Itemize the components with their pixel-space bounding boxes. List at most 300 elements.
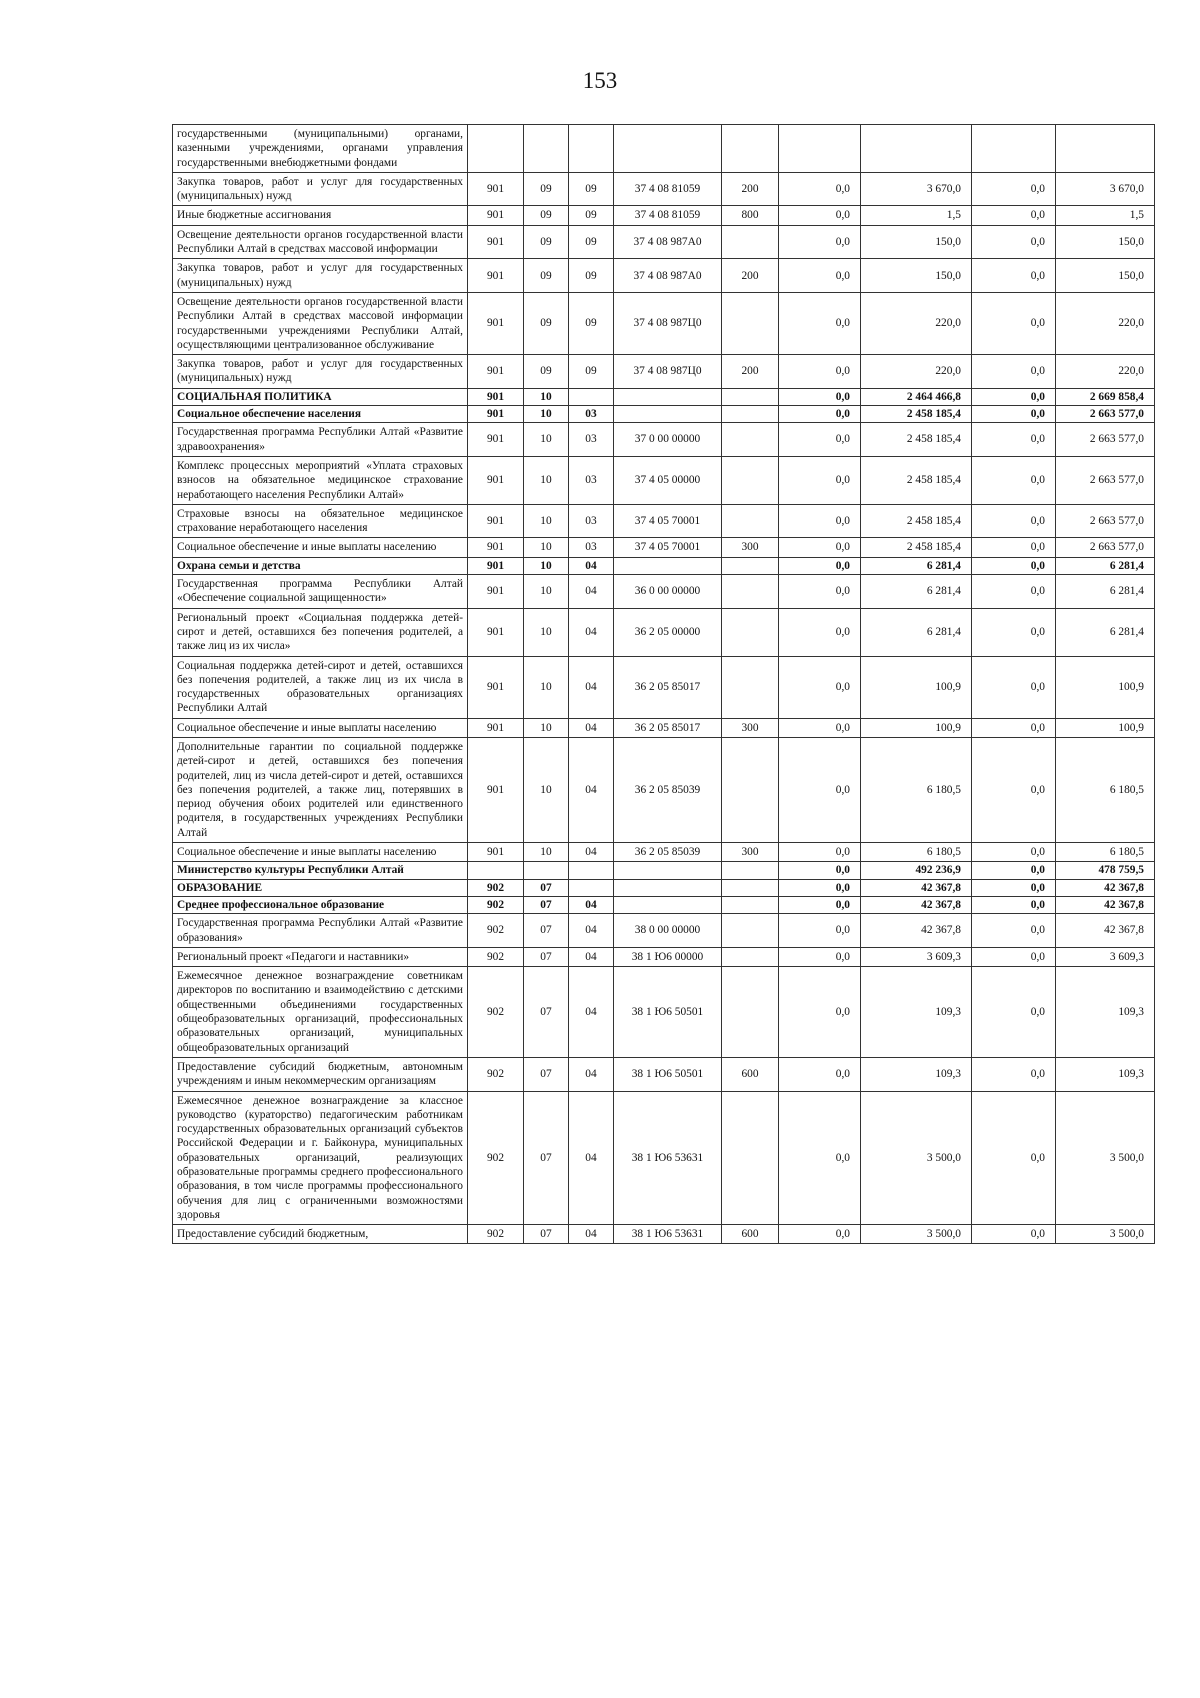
section-code-cell: 10 (524, 718, 569, 737)
grbs-code-cell: 901 (468, 388, 524, 405)
table-row (173, 914, 1155, 948)
amount-cell-2: 6 180,5 (861, 737, 972, 842)
amount-cell-4: 42 367,8 (1056, 896, 1155, 913)
subsection-code-cell: 09 (569, 292, 614, 354)
amount-cell-4: 42 367,8 (1056, 914, 1155, 948)
expense-type-code-cell (722, 947, 779, 966)
target-item-code-cell: 37 4 05 70001 (614, 538, 722, 557)
amount-cell-3: 0,0 (972, 172, 1056, 206)
target-item-code-cell: 37 4 08 81059 (614, 206, 722, 225)
amount-cell-1: 0,0 (779, 608, 861, 656)
section-code-cell: 09 (524, 355, 569, 389)
expense-type-code-cell (722, 737, 779, 842)
grbs-code-cell: 901 (468, 843, 524, 862)
target-item-code-cell (614, 557, 722, 574)
section-code-cell: 09 (524, 172, 569, 206)
target-item-code-cell: 37 4 08 987Ц0 (614, 292, 722, 354)
amount-cell-4: 2 663 577,0 (1056, 406, 1155, 423)
subsection-code-cell: 04 (569, 914, 614, 948)
table-row (173, 355, 1155, 389)
amount-cell-2: 42 367,8 (861, 914, 972, 948)
amount-cell-1: 0,0 (779, 1091, 861, 1225)
row-name-cell: Освещение деятельности органов государственной власти Республики Алтай в средствах массовой информации (173, 225, 468, 259)
expense-type-code-cell (722, 557, 779, 574)
expense-type-code-cell (722, 504, 779, 538)
expense-type-code-cell: 300 (722, 843, 779, 862)
table-row (173, 504, 1155, 538)
amount-cell-2: 100,9 (861, 656, 972, 718)
amount-cell-3: 0,0 (972, 879, 1056, 896)
section-code-cell: 07 (524, 1091, 569, 1225)
amount-cell-4: 6 281,4 (1056, 557, 1155, 574)
amount-cell-2: 2 458 185,4 (861, 406, 972, 423)
section-code-cell: 10 (524, 456, 569, 504)
amount-cell-2: 2 458 185,4 (861, 504, 972, 538)
amount-cell-4: 3 500,0 (1056, 1225, 1155, 1244)
expense-type-code-cell (722, 967, 779, 1058)
section-code-cell: 10 (524, 656, 569, 718)
row-name-cell: Среднее профессиональное образование (173, 896, 468, 913)
expense-type-code-cell: 600 (722, 1225, 779, 1244)
amount-cell-4: 1,5 (1056, 206, 1155, 225)
amount-cell-3 (972, 125, 1056, 173)
table-row (173, 225, 1155, 259)
amount-cell-4: 2 663 577,0 (1056, 504, 1155, 538)
row-name-cell: Социальное обеспечение и иные выплаты населению (173, 843, 468, 862)
subsection-code-cell: 04 (569, 1225, 614, 1244)
section-code-cell: 09 (524, 292, 569, 354)
amount-cell-3: 0,0 (972, 1225, 1056, 1244)
section-code-cell: 10 (524, 843, 569, 862)
row-name-cell: Социальное обеспечение и иные выплаты населению (173, 538, 468, 557)
amount-cell-1: 0,0 (779, 947, 861, 966)
row-name-cell: Дополнительные гарантии по социальной поддержке детей-сирот и детей, оставшихся без попечения родителей, лиц из числа детей-сирот и детей, оставшихся без попечения родителей, а также лиц, потерявших в период обучения обоих родителей или единственного родителя, в государственных учреждениях Республики Алтай (173, 737, 468, 842)
subsection-code-cell: 04 (569, 608, 614, 656)
subsection-code-cell: 09 (569, 172, 614, 206)
subsection-code-cell: 04 (569, 1057, 614, 1091)
amount-cell-2: 3 609,3 (861, 947, 972, 966)
grbs-code-cell: 901 (468, 656, 524, 718)
expense-type-code-cell (722, 456, 779, 504)
subsection-code-cell (569, 125, 614, 173)
amount-cell-4: 478 759,5 (1056, 862, 1155, 879)
subsection-code-cell: 04 (569, 896, 614, 913)
section-code-cell: 09 (524, 206, 569, 225)
amount-cell-3: 0,0 (972, 504, 1056, 538)
grbs-code-cell: 901 (468, 557, 524, 574)
subsection-code-cell: 04 (569, 575, 614, 609)
amount-cell-3: 0,0 (972, 292, 1056, 354)
amount-cell-2: 6 281,4 (861, 557, 972, 574)
table-row (173, 843, 1155, 862)
grbs-code-cell: 901 (468, 608, 524, 656)
expense-type-code-cell: 200 (722, 355, 779, 389)
amount-cell-1: 0,0 (779, 1057, 861, 1091)
amount-cell-3: 0,0 (972, 1091, 1056, 1225)
target-item-code-cell: 37 4 05 00000 (614, 456, 722, 504)
expense-type-code-cell: 800 (722, 206, 779, 225)
target-item-code-cell: 36 2 05 85039 (614, 737, 722, 842)
amount-cell-3: 0,0 (972, 206, 1056, 225)
subsection-code-cell: 04 (569, 947, 614, 966)
row-name-cell: Региональный проект «Педагоги и наставники» (173, 947, 468, 966)
target-item-code-cell (614, 879, 722, 896)
target-item-code-cell: 38 0 00 00000 (614, 914, 722, 948)
amount-cell-2: 150,0 (861, 225, 972, 259)
target-item-code-cell: 37 4 08 987А0 (614, 225, 722, 259)
amount-cell-2: 6 281,4 (861, 608, 972, 656)
row-name-cell: Социальное обеспечение и иные выплаты населению (173, 718, 468, 737)
subsection-code-cell: 04 (569, 737, 614, 842)
row-name-cell: Комплекс процессных мероприятий «Уплата страховых взносов на обязательное медицинское страхование неработающего населения Республики Алтай» (173, 456, 468, 504)
amount-cell-1: 0,0 (779, 737, 861, 842)
subsection-code-cell (569, 879, 614, 896)
amount-cell-4: 109,3 (1056, 1057, 1155, 1091)
row-name-cell: Предоставление субсидий бюджетным, (173, 1225, 468, 1244)
table-row (173, 406, 1155, 423)
table-row (173, 1225, 1155, 1244)
expense-type-code-cell (722, 862, 779, 879)
subsection-code-cell: 09 (569, 259, 614, 293)
section-code-cell: 10 (524, 608, 569, 656)
grbs-code-cell: 901 (468, 172, 524, 206)
amount-cell-2: 42 367,8 (861, 879, 972, 896)
expense-type-code-cell (722, 656, 779, 718)
row-name-cell: Региональный проект «Социальная поддержка детей-сирот и детей, оставшихся без попечения родителей, а также лиц из их числа» (173, 608, 468, 656)
table-row (173, 125, 1155, 173)
amount-cell-2: 220,0 (861, 292, 972, 354)
target-item-code-cell: 36 2 05 00000 (614, 608, 722, 656)
target-item-code-cell (614, 406, 722, 423)
amount-cell-1: 0,0 (779, 718, 861, 737)
row-name-cell: Государственная программа Республики Алтай «Обеспечение социальной защищенности» (173, 575, 468, 609)
subsection-code-cell (569, 862, 614, 879)
target-item-code-cell: 37 4 05 70001 (614, 504, 722, 538)
amount-cell-4: 3 609,3 (1056, 947, 1155, 966)
target-item-code-cell (614, 896, 722, 913)
target-item-code-cell (614, 862, 722, 879)
section-code-cell: 09 (524, 225, 569, 259)
amount-cell-2: 6 281,4 (861, 575, 972, 609)
section-code-cell: 10 (524, 575, 569, 609)
amount-cell-3: 0,0 (972, 557, 1056, 574)
amount-cell-4: 6 180,5 (1056, 737, 1155, 842)
amount-cell-1: 0,0 (779, 259, 861, 293)
target-item-code-cell: 37 4 08 987Ц0 (614, 355, 722, 389)
amount-cell-4: 220,0 (1056, 292, 1155, 354)
subsection-code-cell: 03 (569, 456, 614, 504)
amount-cell-1: 0,0 (779, 896, 861, 913)
row-name-cell: Социальное обеспечение населения (173, 406, 468, 423)
grbs-code-cell: 901 (468, 292, 524, 354)
grbs-code-cell: 901 (468, 737, 524, 842)
section-code-cell: 07 (524, 879, 569, 896)
amount-cell-1: 0,0 (779, 423, 861, 457)
amount-cell-1: 0,0 (779, 656, 861, 718)
table-row (173, 1057, 1155, 1091)
section-code-cell: 07 (524, 1057, 569, 1091)
target-item-code-cell: 36 2 05 85017 (614, 718, 722, 737)
expense-type-code-cell (722, 896, 779, 913)
table-row (173, 575, 1155, 609)
row-name-cell: Социальная поддержка детей-сирот и детей, оставшихся без попечения родителей, а также лиц из их числа в государственных образовательных организациях Республики Алтай (173, 656, 468, 718)
amount-cell-4: 150,0 (1056, 259, 1155, 293)
row-name-cell: Государственная программа Республики Алтай «Развитие здравоохранения» (173, 423, 468, 457)
section-code-cell: 10 (524, 538, 569, 557)
amount-cell-4: 2 663 577,0 (1056, 423, 1155, 457)
amount-cell-1: 0,0 (779, 406, 861, 423)
amount-cell-3: 0,0 (972, 423, 1056, 457)
amount-cell-4: 42 367,8 (1056, 879, 1155, 896)
grbs-code-cell: 901 (468, 206, 524, 225)
target-item-code-cell: 36 0 00 00000 (614, 575, 722, 609)
grbs-code-cell: 901 (468, 538, 524, 557)
subsection-code-cell: 04 (569, 967, 614, 1058)
amount-cell-4: 100,9 (1056, 656, 1155, 718)
amount-cell-2: 42 367,8 (861, 896, 972, 913)
amount-cell-3: 0,0 (972, 1057, 1056, 1091)
subsection-code-cell (569, 388, 614, 405)
expense-type-code-cell (722, 225, 779, 259)
expense-type-code-cell: 200 (722, 172, 779, 206)
amount-cell-3: 0,0 (972, 538, 1056, 557)
amount-cell-3: 0,0 (972, 947, 1056, 966)
amount-cell-1: 0,0 (779, 292, 861, 354)
amount-cell-1: 0,0 (779, 504, 861, 538)
section-code-cell: 09 (524, 259, 569, 293)
table-row (173, 896, 1155, 913)
amount-cell-2: 150,0 (861, 259, 972, 293)
row-name-cell: Ежемесячное денежное вознаграждение за классное руководство (кураторство) педагогическим работникам государственных образовательных организаций субъектов Российской Федерации и г. Байконура, муниципальных образовательных организаций, реализующих образовательные программы среднего профессионального образования, в том числе программы профессионального обучения для лиц с ограниченными возможностями здоровья (173, 1091, 468, 1225)
amount-cell-2: 220,0 (861, 355, 972, 389)
amount-cell-4: 3 500,0 (1056, 1091, 1155, 1225)
amount-cell-1: 0,0 (779, 172, 861, 206)
budget-table (172, 124, 1155, 1244)
grbs-code-cell (468, 862, 524, 879)
target-item-code-cell: 38 1 Ю6 53631 (614, 1225, 722, 1244)
amount-cell-2: 3 500,0 (861, 1091, 972, 1225)
subsection-code-cell: 04 (569, 656, 614, 718)
amount-cell-3: 0,0 (972, 843, 1056, 862)
target-item-code-cell (614, 125, 722, 173)
amount-cell-1: 0,0 (779, 967, 861, 1058)
amount-cell-2: 109,3 (861, 967, 972, 1058)
expense-type-code-cell (722, 406, 779, 423)
amount-cell-1 (779, 125, 861, 173)
amount-cell-3: 0,0 (972, 737, 1056, 842)
amount-cell-3: 0,0 (972, 225, 1056, 259)
section-code-cell (524, 125, 569, 173)
amount-cell-4: 6 281,4 (1056, 608, 1155, 656)
section-code-cell: 07 (524, 914, 569, 948)
table-row (173, 388, 1155, 405)
amount-cell-1: 0,0 (779, 388, 861, 405)
amount-cell-2: 1,5 (861, 206, 972, 225)
amount-cell-3: 0,0 (972, 456, 1056, 504)
row-name-cell: Министерство культуры Республики Алтай (173, 862, 468, 879)
amount-cell-3: 0,0 (972, 656, 1056, 718)
amount-cell-4: 220,0 (1056, 355, 1155, 389)
amount-cell-1: 0,0 (779, 843, 861, 862)
grbs-code-cell: 901 (468, 718, 524, 737)
grbs-code-cell: 902 (468, 1225, 524, 1244)
target-item-code-cell: 38 1 Ю6 50501 (614, 967, 722, 1058)
expense-type-code-cell (722, 388, 779, 405)
table-row (173, 423, 1155, 457)
subsection-code-cell: 04 (569, 1091, 614, 1225)
section-code-cell: 10 (524, 737, 569, 842)
expense-type-code-cell (722, 1091, 779, 1225)
subsection-code-cell: 04 (569, 557, 614, 574)
target-item-code-cell: 37 4 08 81059 (614, 172, 722, 206)
row-name-cell: Страховые взносы на обязательное медицинское страхование неработающего населения (173, 504, 468, 538)
amount-cell-3: 0,0 (972, 896, 1056, 913)
row-name-cell: Охрана семьи и детства (173, 557, 468, 574)
grbs-code-cell: 902 (468, 914, 524, 948)
target-item-code-cell: 37 4 08 987А0 (614, 259, 722, 293)
section-code-cell: 07 (524, 967, 569, 1058)
amount-cell-2: 109,3 (861, 1057, 972, 1091)
table-row (173, 172, 1155, 206)
row-name-cell: государственными (муниципальными) органами, казенными учреждениями, органами управления государственными внебюджетными фондами (173, 125, 468, 173)
amount-cell-3: 0,0 (972, 388, 1056, 405)
row-name-cell: ОБРАЗОВАНИЕ (173, 879, 468, 896)
expense-type-code-cell (722, 879, 779, 896)
amount-cell-3: 0,0 (972, 608, 1056, 656)
page-number: 153 (582, 68, 618, 93)
amount-cell-2: 492 236,9 (861, 862, 972, 879)
table-row (173, 538, 1155, 557)
amount-cell-2: 6 180,5 (861, 843, 972, 862)
target-item-code-cell: 38 1 Ю6 00000 (614, 947, 722, 966)
amount-cell-2: 3 670,0 (861, 172, 972, 206)
row-name-cell: Предоставление субсидий бюджетным, автономным учреждениям и иным некоммерческим организациям (173, 1057, 468, 1091)
table-row (173, 879, 1155, 896)
row-name-cell: СОЦИАЛЬНАЯ ПОЛИТИКА (173, 388, 468, 405)
grbs-code-cell: 901 (468, 406, 524, 423)
target-item-code-cell (614, 388, 722, 405)
amount-cell-3: 0,0 (972, 967, 1056, 1058)
amount-cell-1: 0,0 (779, 575, 861, 609)
amount-cell-3: 0,0 (972, 355, 1056, 389)
expense-type-code-cell: 200 (722, 259, 779, 293)
amount-cell-3: 0,0 (972, 718, 1056, 737)
amount-cell-4: 3 670,0 (1056, 172, 1155, 206)
row-name-cell: Ежемесячное денежное вознаграждение советникам директоров по воспитанию и взаимодействию с детскими общественными объединениями государственных общеобразовательных организаций, профессиональных образовательных организаций, муниципальных общеобразовательных организаций (173, 967, 468, 1058)
amount-cell-4 (1056, 125, 1155, 173)
amount-cell-2: 100,9 (861, 718, 972, 737)
section-code-cell: 10 (524, 388, 569, 405)
section-code-cell: 10 (524, 423, 569, 457)
target-item-code-cell: 36 2 05 85017 (614, 656, 722, 718)
expense-type-code-cell (722, 575, 779, 609)
amount-cell-4: 6 281,4 (1056, 575, 1155, 609)
amount-cell-2: 2 458 185,4 (861, 538, 972, 557)
amount-cell-2 (861, 125, 972, 173)
section-code-cell: 10 (524, 557, 569, 574)
amount-cell-3: 0,0 (972, 575, 1056, 609)
section-code-cell: 07 (524, 896, 569, 913)
table-row (173, 608, 1155, 656)
section-code-cell: 07 (524, 947, 569, 966)
row-name-cell: Государственная программа Республики Алтай «Развитие образования» (173, 914, 468, 948)
grbs-code-cell: 902 (468, 1057, 524, 1091)
expense-type-code-cell (722, 125, 779, 173)
expense-type-code-cell: 300 (722, 718, 779, 737)
grbs-code-cell: 902 (468, 896, 524, 913)
amount-cell-1: 0,0 (779, 538, 861, 557)
expense-type-code-cell (722, 292, 779, 354)
amount-cell-2: 2 458 185,4 (861, 456, 972, 504)
grbs-code-cell: 902 (468, 947, 524, 966)
amount-cell-2: 3 500,0 (861, 1225, 972, 1244)
subsection-code-cell: 03 (569, 538, 614, 557)
amount-cell-2: 2 464 466,8 (861, 388, 972, 405)
table-row (173, 292, 1155, 354)
grbs-code-cell: 901 (468, 504, 524, 538)
subsection-code-cell: 03 (569, 504, 614, 538)
table-row (173, 656, 1155, 718)
row-name-cell: Иные бюджетные ассигнования (173, 206, 468, 225)
expense-type-code-cell: 300 (722, 538, 779, 557)
amount-cell-1: 0,0 (779, 206, 861, 225)
amount-cell-4: 2 669 858,4 (1056, 388, 1155, 405)
table-row (173, 1091, 1155, 1225)
amount-cell-1: 0,0 (779, 914, 861, 948)
subsection-code-cell: 03 (569, 406, 614, 423)
amount-cell-3: 0,0 (972, 862, 1056, 879)
grbs-code-cell: 901 (468, 225, 524, 259)
grbs-code-cell: 901 (468, 355, 524, 389)
expense-type-code-cell (722, 914, 779, 948)
subsection-code-cell: 09 (569, 225, 614, 259)
expense-type-code-cell: 600 (722, 1057, 779, 1091)
grbs-code-cell (468, 125, 524, 173)
row-name-cell: Закупка товаров, работ и услуг для государственных (муниципальных) нужд (173, 259, 468, 293)
table-row (173, 737, 1155, 842)
row-name-cell: Освещение деятельности органов государственной власти Республики Алтай в средствах массовой информации государственными учреждениями Республики Алтай, осуществляющими централизованное обслуживание (173, 292, 468, 354)
subsection-code-cell: 04 (569, 718, 614, 737)
grbs-code-cell: 901 (468, 575, 524, 609)
section-code-cell: 10 (524, 406, 569, 423)
grbs-code-cell: 902 (468, 879, 524, 896)
grbs-code-cell: 901 (468, 456, 524, 504)
table-row (173, 967, 1155, 1058)
table-row (173, 259, 1155, 293)
expense-type-code-cell (722, 423, 779, 457)
table-row (173, 456, 1155, 504)
amount-cell-2: 2 458 185,4 (861, 423, 972, 457)
amount-cell-1: 0,0 (779, 1225, 861, 1244)
target-item-code-cell: 38 1 Ю6 53631 (614, 1091, 722, 1225)
amount-cell-1: 0,0 (779, 225, 861, 259)
subsection-code-cell: 03 (569, 423, 614, 457)
target-item-code-cell: 36 2 05 85039 (614, 843, 722, 862)
amount-cell-1: 0,0 (779, 557, 861, 574)
amount-cell-4: 6 180,5 (1056, 843, 1155, 862)
target-item-code-cell: 37 0 00 00000 (614, 423, 722, 457)
amount-cell-3: 0,0 (972, 406, 1056, 423)
amount-cell-1: 0,0 (779, 862, 861, 879)
grbs-code-cell: 902 (468, 967, 524, 1058)
table-row (173, 862, 1155, 879)
grbs-code-cell: 902 (468, 1091, 524, 1225)
row-name-cell: Закупка товаров, работ и услуг для государственных (муниципальных) нужд (173, 355, 468, 389)
amount-cell-4: 150,0 (1056, 225, 1155, 259)
amount-cell-1: 0,0 (779, 355, 861, 389)
section-code-cell: 10 (524, 504, 569, 538)
expense-type-code-cell (722, 608, 779, 656)
